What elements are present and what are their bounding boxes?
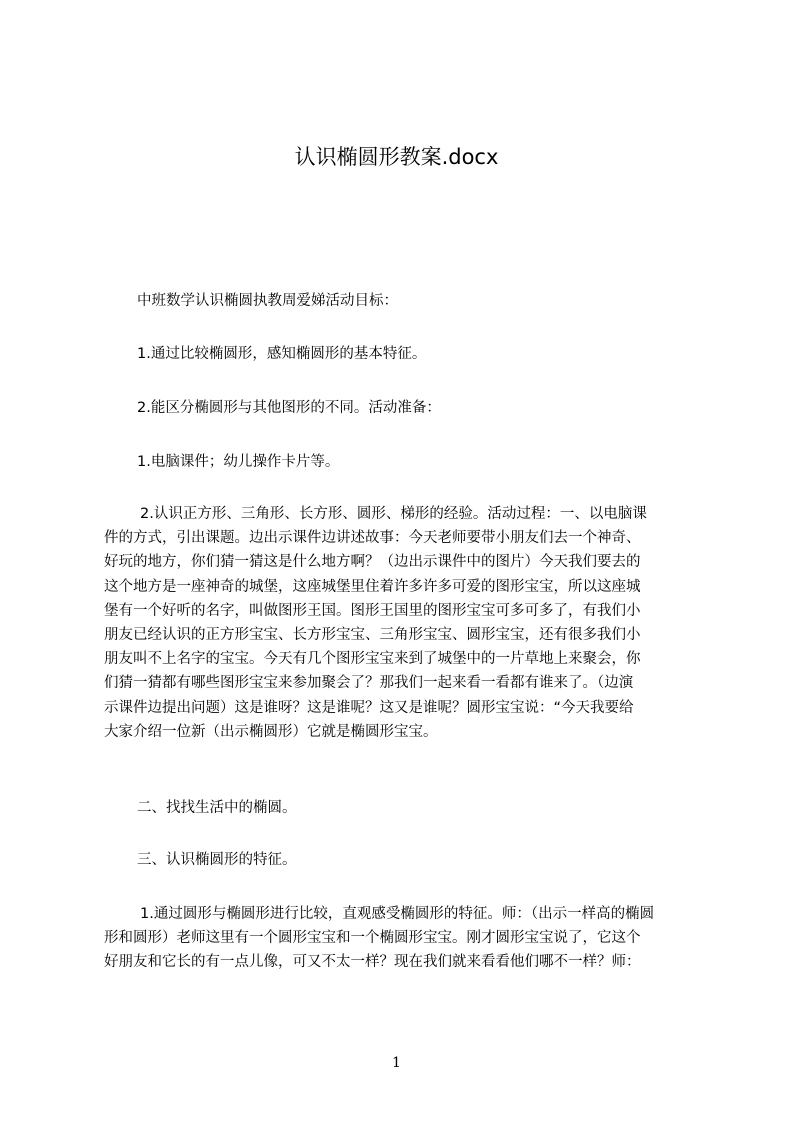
text-line: 朋友已经认识的正方形宝宝、长方形宝宝、三角形宝宝、圆形宝宝，还有很多我们小 bbox=[104, 627, 641, 644]
text-line: 1.通过圆形与椭圆形进行比较，直观感受椭圆形的特征。师：（出示一样高的椭圆 bbox=[140, 906, 655, 922]
paragraph-comparison bbox=[104, 902, 704, 975]
text-line: 件的方式，引出课题。边出示课件边讲述故事：今天老师要带小朋友们去一个神奇、 bbox=[104, 530, 641, 547]
paragraph-objectives-heading: 中班数学认识椭圆执教周爱娣活动目标： bbox=[137, 293, 398, 309]
text-line: 们猜一猜都有哪些图形宝宝来参加聚会了？那我们一起来看一看都有谁来了。（边演 bbox=[104, 675, 634, 692]
text-line: 这个地方是一座神奇的城堡，这座城堡里住着许多许多可爱的图形宝宝，所以这座城 bbox=[104, 578, 641, 595]
document-title: 认识椭圆形教案.docx bbox=[294, 145, 499, 169]
text-line: 朋友叫不上名字的宝宝。今天有几个图形宝宝来到了城堡中的一片草地上来聚会，你 bbox=[104, 651, 641, 668]
text-line: 2.认识正方形、三角形、长方形、圆形、梯形的经验。活动过程：一、以电脑课 bbox=[140, 506, 647, 522]
text-line: 好玩的地方，你们猜一猜这是什么地方啊？（边出示课件中的图片）今天我们要去的 bbox=[104, 554, 641, 571]
text-line: 形和圆形）老师这里有一个圆形宝宝和一个椭圆形宝宝。刚才圆形宝宝说了，它这个 bbox=[104, 930, 641, 947]
paragraph-objective-1: 1.通过比较椭圆形，感知椭圆形的基本特征。 bbox=[137, 346, 427, 362]
paragraph-preparation-1: 1.电脑课件；幼儿操作卡片等。 bbox=[137, 454, 340, 470]
paragraph-section-two: 二、找找生活中的椭圆。 bbox=[137, 800, 297, 816]
paragraph-objective-2: 2.能区分椭圆形与其他图形的不同。活动准备： bbox=[137, 400, 441, 416]
text-line: 堡有一个好听的名字，叫做图形王国。图形王国里的图形宝宝可多可多了，有我们小 bbox=[104, 602, 641, 619]
page-number: 1 bbox=[392, 1055, 401, 1071]
paragraph-activity-process bbox=[104, 502, 704, 744]
paragraph-section-three: 三、认识椭圆形的特征。 bbox=[137, 852, 297, 868]
text-line: 大家介绍一位新（出示椭圆形）它就是椭圆形宝宝。 bbox=[104, 723, 438, 740]
text-line: 好朋友和它长的有一点儿像，可又不太一样？现在我们就来看看他们哪不一样？师： bbox=[104, 954, 641, 971]
text-line: 示课件边提出问题）这是谁呀？这是谁呢？这又是谁呢？圆形宝宝说：“今天我要给 bbox=[104, 699, 634, 716]
